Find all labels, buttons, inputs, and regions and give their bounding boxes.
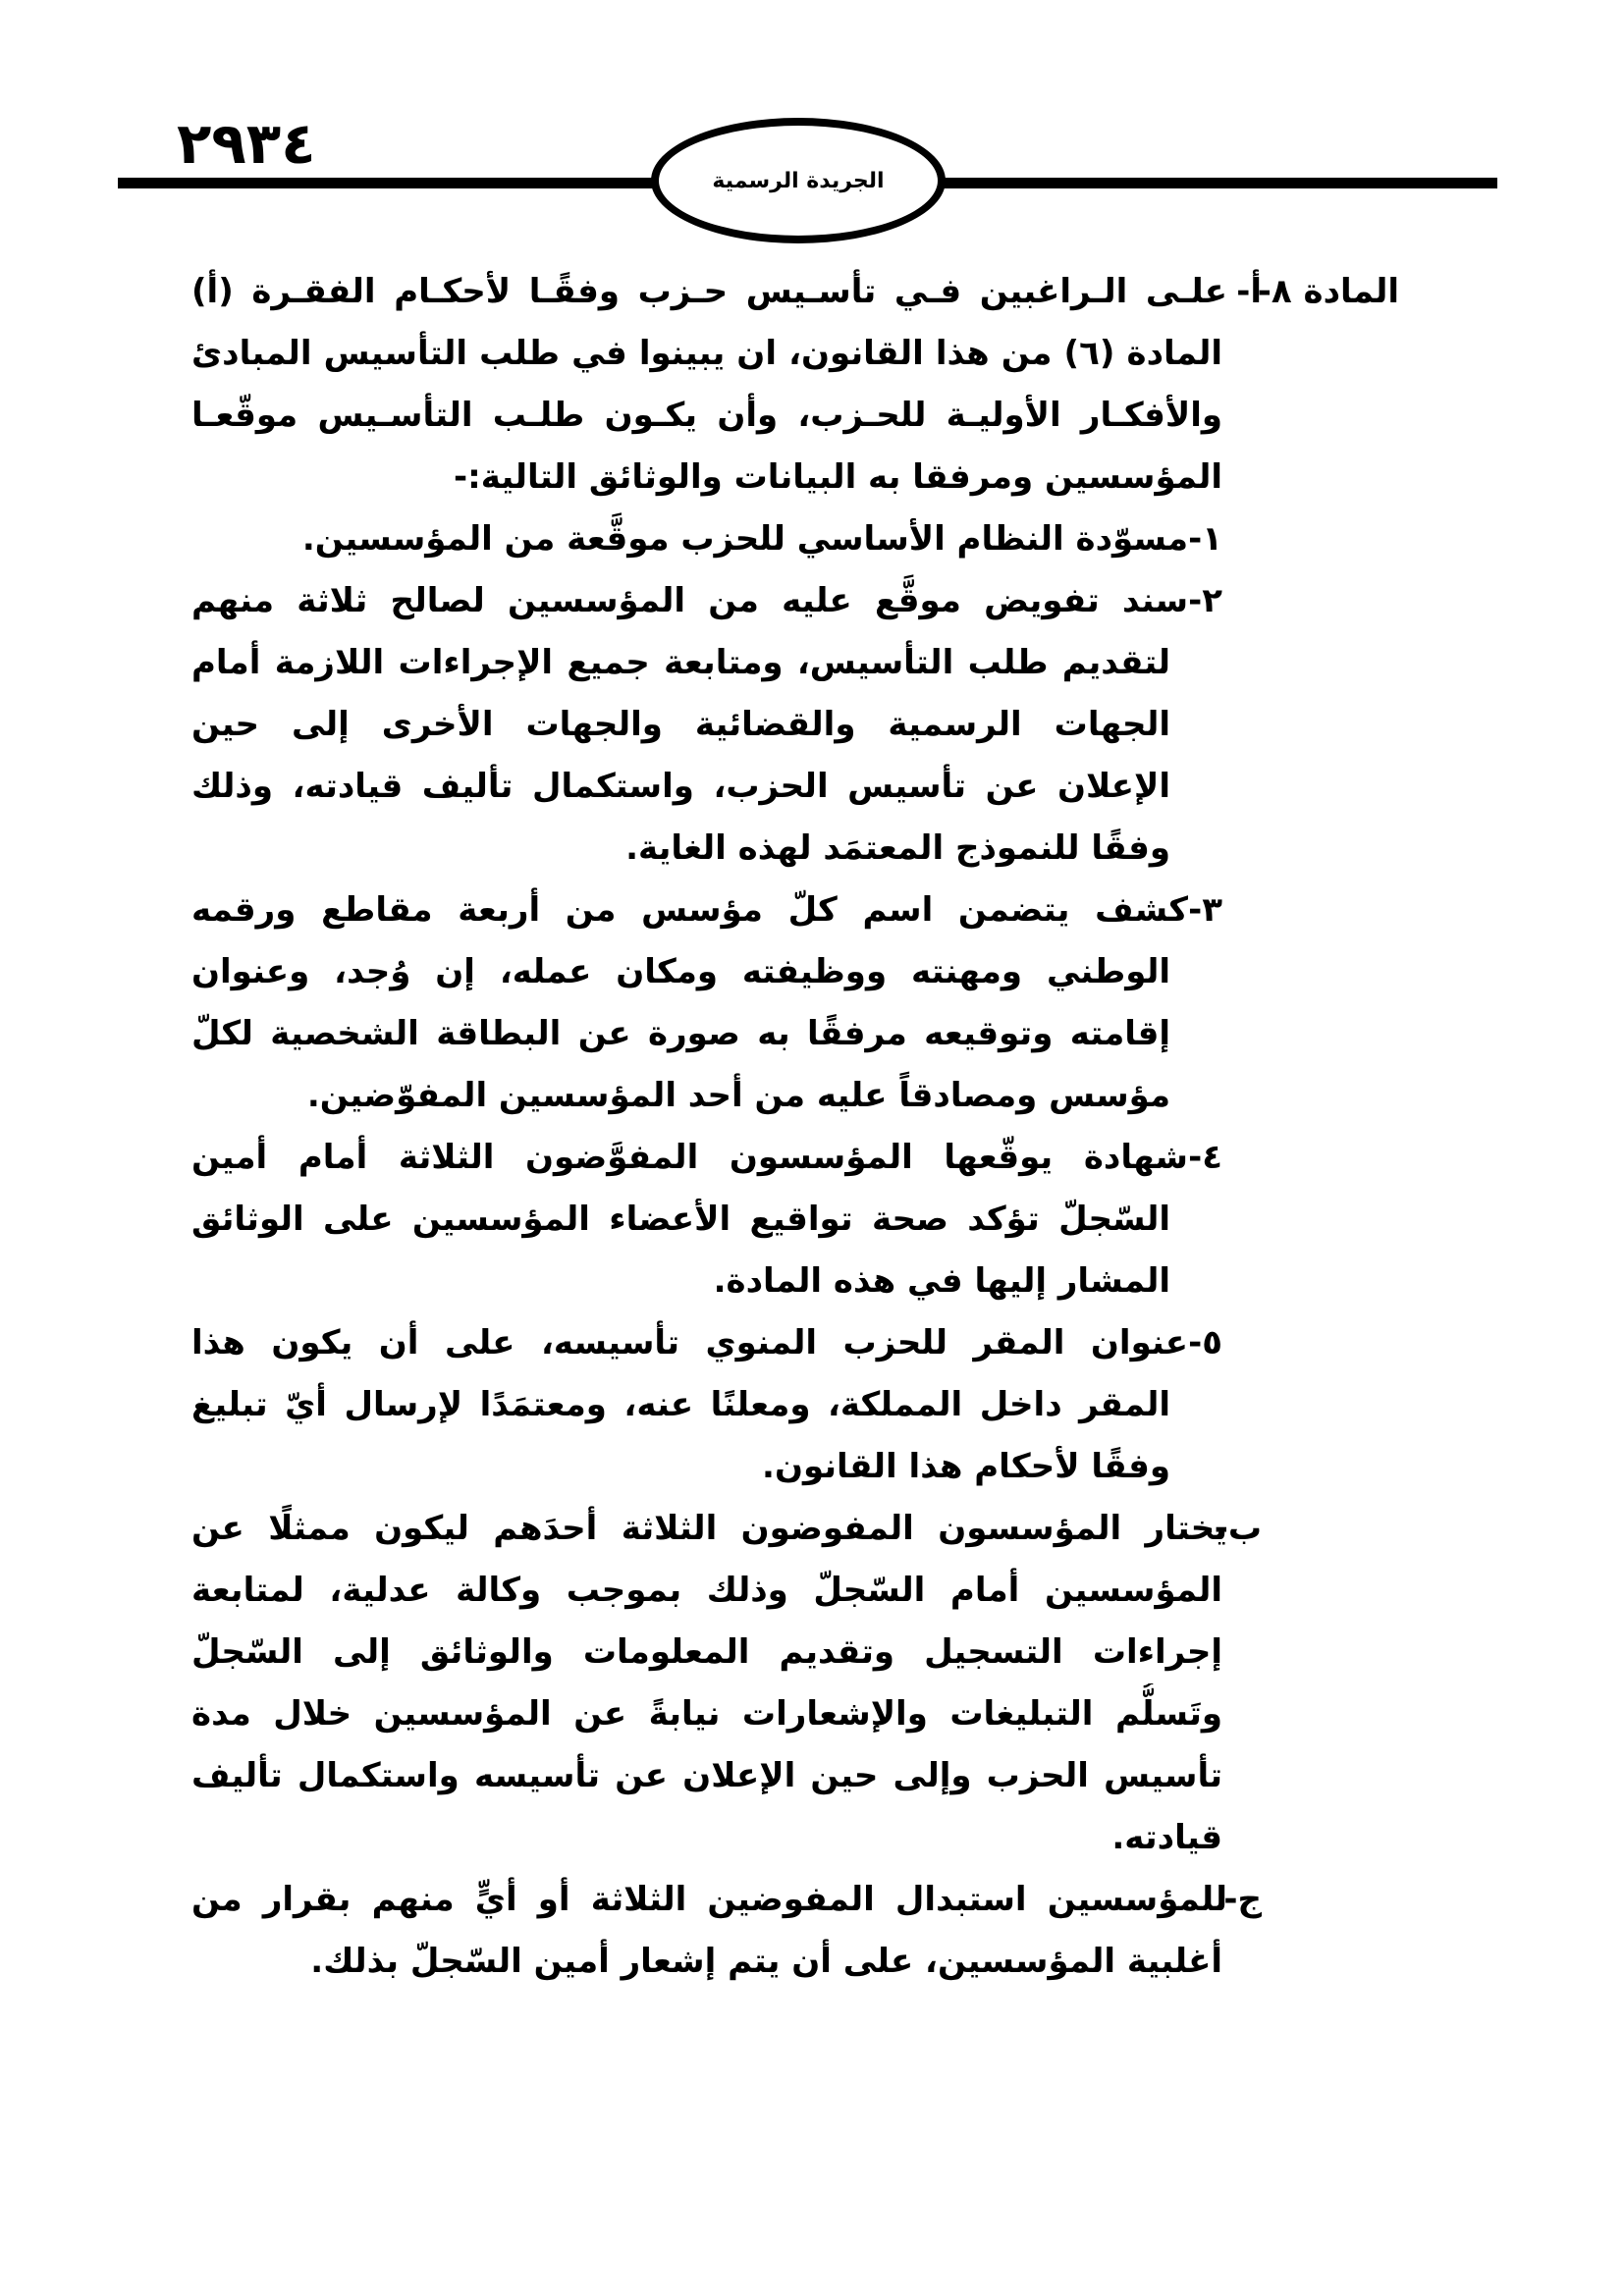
clause-marker: ٤- [1188, 1138, 1222, 1177]
text-line: وتَسلُّم التبليغات والإشعارات نيابةً عن المؤسسين خلال مدة [191, 1694, 1222, 1734]
text-line: وفقًا للنموذج المعتمَد لهذه الغاية. [625, 828, 1170, 868]
text-line: الجهات الرسمية والقضائية والجهات الأخرى إلى حين [191, 705, 1170, 744]
text-line: إجراءات التسجيل وتقديم المعلومات والوثائق إلى السّجلّ [191, 1632, 1222, 1672]
text-line: أغلبية المؤسسين، على أن يتم إشعار أمين السّجلّ بذلك. [310, 1942, 1222, 1981]
page-number: ٢٩٣٤ [177, 110, 316, 177]
text-line: السّجلّ تؤكد صحة تواقيع الأعضاء المؤسسين على الوثائق [191, 1200, 1170, 1239]
clause-marker: ٥- [1188, 1323, 1222, 1362]
clause-marker: ٢- [1188, 581, 1222, 620]
text-line: لتقديم طلب التأسيس، ومتابعة جميع الإجراءات اللازمة أمام [191, 643, 1170, 682]
text-line: المؤسسين ومرفقا به البيانات والوثائق التالية:- [454, 457, 1222, 497]
text-line: المادة (٦) من هذا القانون، ان يبينوا في طلب التأسيس المبادئ [191, 334, 1222, 373]
text-line: قيادته. [1111, 1818, 1222, 1857]
text-line: الإعلان عن تأسيس الحزب، واستكمال تأليف قيادته، وذلك [191, 767, 1170, 806]
text-line: للمؤسسين استبدال المفوضين الثلاثة أو أيٍّ منهم بقرار من [191, 1880, 1227, 1919]
text-line: المقر داخل المملكة، ومعلنًا عنه، ومعتمَدًا لإرسال أيّ تبليغ [191, 1385, 1170, 1424]
clause-marker: ٣- [1188, 890, 1222, 930]
text-line: المشار إليها في هذه المادة. [713, 1261, 1170, 1301]
clause-marker: أ- [1236, 272, 1262, 311]
masthead-oval [651, 118, 946, 243]
clause-marker: ١- [1188, 519, 1222, 559]
text-line: المؤسسين أمام السّجلّ وذلك بموجب وكالة عدلية، لمتابعة [191, 1571, 1222, 1610]
clause-marker: ب- [1214, 1509, 1262, 1548]
text-line: والأفكـار الأوليـة للحـزب، وأن يكـون طلـب التأسـيس موقّعـا [191, 396, 1222, 435]
text-line: وفقًا لأحكام هذا القانون. [762, 1447, 1170, 1486]
publication-title: الجريدة الرسمية [712, 168, 885, 193]
text-line: شهادة يوقّعها المؤسسون المفوَّضون الثلاثة أمام أمين [191, 1138, 1188, 1177]
text-line: إقامته وتوقيعه مرفقًا به صورة عن البطاقة الشخصية لكلّ [191, 1014, 1170, 1053]
text-line: الوطني ومهنته ووظيفته ومكان عمله، إن وُجد، وعنوان [191, 952, 1170, 991]
text-line: سند تفويض موقَّع عليه من المؤسسين لصالح ثلاثة منهم [191, 581, 1188, 620]
text-line: علـى الـراغبين فـي تأسـيس حـزب وفقًـا لأحكـام الفقـرة (أ) [191, 272, 1227, 311]
text-line: تأسيس الحزب وإلى حين الإعلان عن تأسيسه واستكمال تأليف [191, 1756, 1222, 1795]
text-line: مسوّدة النظام الأساسي للحزب موقَّعة من المؤسسين. [301, 519, 1188, 559]
clause-marker: ج- [1223, 1880, 1262, 1919]
text-line: يختار المؤسسون المفوضون الثلاثة أحدَهم ليكون ممثلًا عن [191, 1509, 1227, 1548]
text-line: مؤسس ومصادقاً عليه من أحد المؤسسين المفوّضين. [306, 1076, 1170, 1115]
article-label: المادة ٨- [1257, 272, 1399, 311]
text-line: عنوان المقر للحزب المنوي تأسيسه، على أن يكون هذا [191, 1323, 1188, 1362]
text-line: كشف يتضمن اسم كلّ مؤسس من أربعة مقاطع ورقمه [191, 890, 1188, 930]
